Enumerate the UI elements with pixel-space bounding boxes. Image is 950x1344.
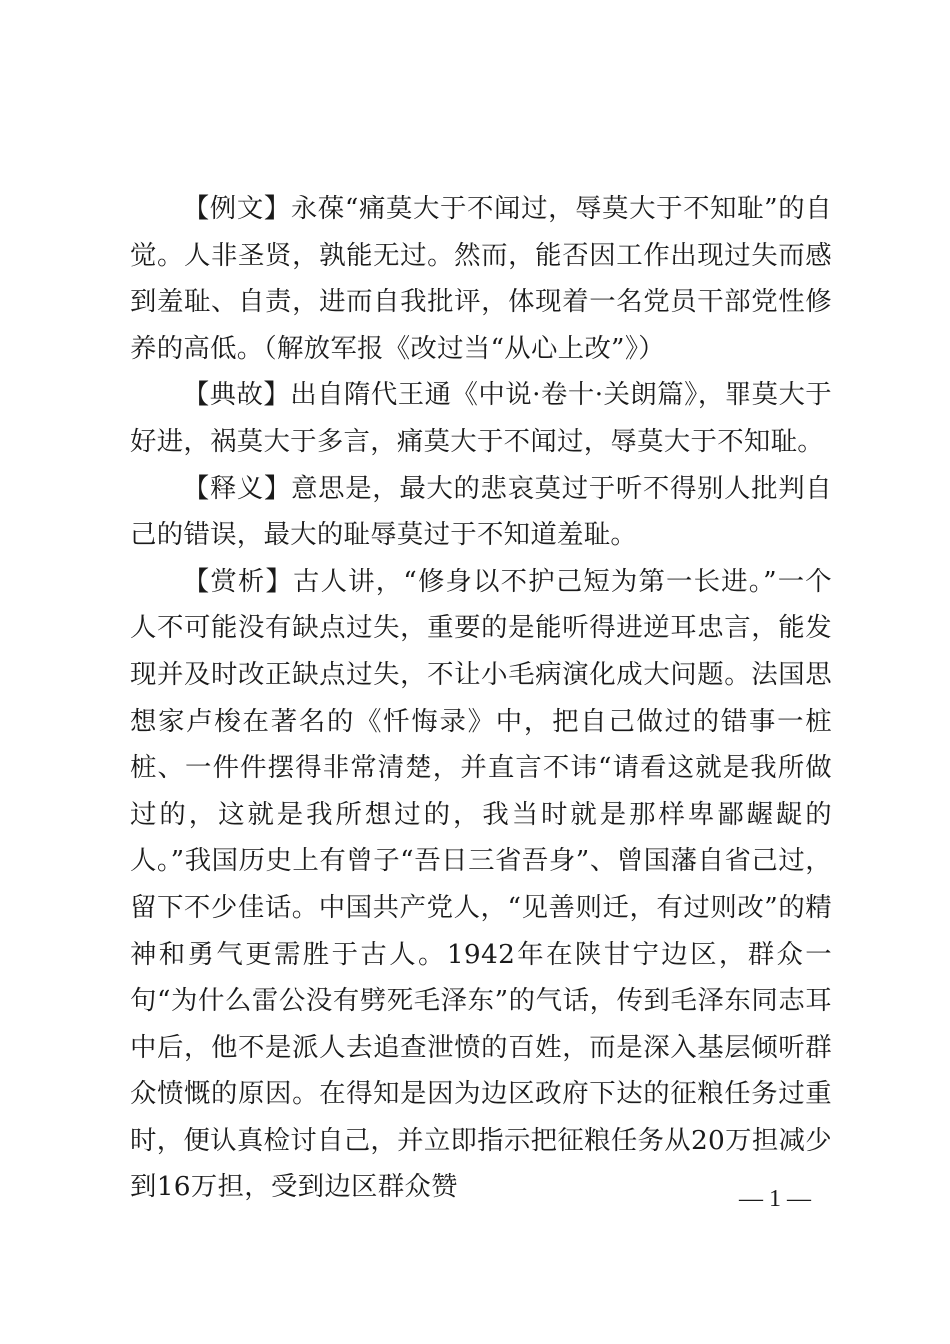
paragraph-example bbox=[130, 186, 832, 372]
document-body bbox=[130, 186, 832, 1211]
paragraph-meaning bbox=[130, 466, 832, 559]
paragraph-allusion bbox=[130, 372, 832, 465]
paragraph-appreciation bbox=[130, 559, 832, 1211]
paragraph-example-text: 永葆“痛莫大于不闻过，辱莫大于不知耻”的自觉。人非圣贤，孰能无过。然而，能否因工作出现过失而感到羞耻、自责，进而自我批评，体现着一名党员干部党性修养的高低。（解放军报《改过当“从心上改”》） bbox=[130, 193, 832, 364]
paragraph-meaning-text: 意思是，最大的悲哀莫过于听不得别人批判自己的错误，最大的耻辱莫过于不知道羞耻。 bbox=[130, 472, 832, 551]
paragraph-allusion-text: 出自隋代王通《中说·卷十·关朗篇》，罪莫大于好进，祸莫大于多言，痛莫大于不闻过，辱莫大于不知耻。 bbox=[130, 379, 832, 457]
tag-example: 【例文】 bbox=[182, 193, 291, 224]
paragraph-appreciation-text: 古人讲，“修身以不护己短为第一长进。”一个人不可能没有缺点过失，重要的是能听得进逆耳忠言，能发现并及时改正缺点过失，不让小毛病演化成大问题。法国思想家卢梭在著名的《忏悔录》中，把自己做过的错事一桩桩、一件件摆得非常清楚，并直言不讳“请看这就是我所做过的，这就是我所想过的，我当时就是那样卑鄙龌龊的人。”我国历史上有曾子“吾日三省吾身”、曾国藩自省己过，留下不少佳话。中国共产党人，“见善则迁，有过则改”的精神和勇气更需胜于古人。1942年在陕甘宁边区，群众一句“为什么雷公没有劈死毛泽东”的气话，传到毛泽东同志耳中后，他不是派人去追查泄愤的百姓，而是深入基层倾听群众愤慨的原因。在得知是因为边区政府下达的征粮任务过重时，便认真检讨自己，并立即指示把征粮任务从20万担减少到16万担，受到边区群众赞 bbox=[130, 565, 832, 1203]
tag-meaning: 【释义】 bbox=[182, 472, 292, 504]
tag-appreciation: 【赏析】 bbox=[182, 565, 294, 597]
tag-allusion: 【典故】 bbox=[182, 379, 291, 411]
page-number: — 1 — bbox=[739, 1186, 811, 1212]
